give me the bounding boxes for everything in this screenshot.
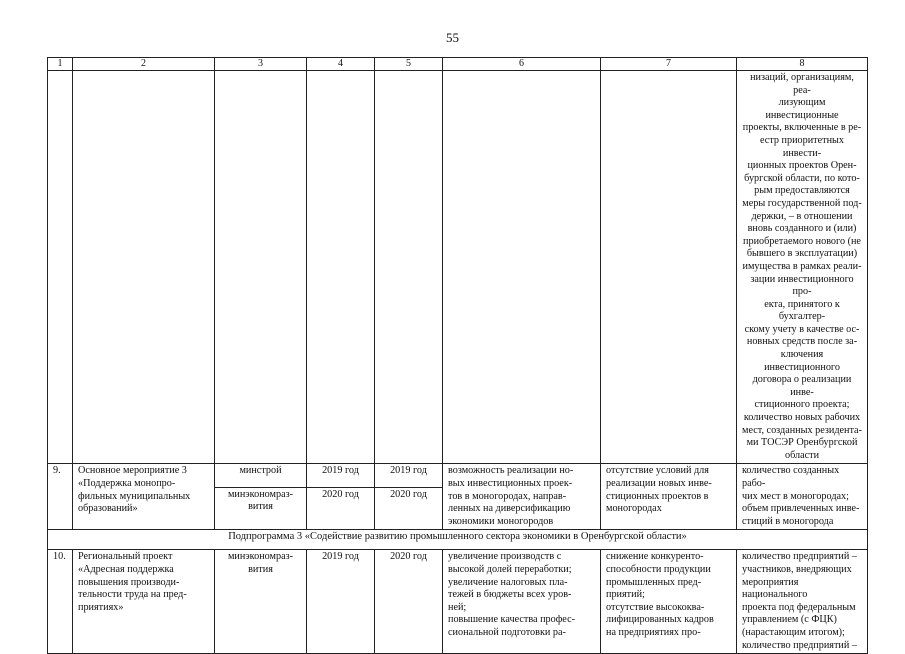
- table-cell: [73, 71, 215, 464]
- column-header: 8: [737, 58, 868, 71]
- non-implementation-consequence: отсутствие условий для реализации новых инве- стиционных проектов в моногородах: [601, 464, 737, 530]
- column-header: 1: [48, 58, 73, 71]
- table-cell: [375, 71, 443, 464]
- measure-name: Основное мероприятие 3 «Поддержка монопро- фильных муниципальных образований»: [73, 464, 215, 530]
- table-cell: [215, 71, 307, 464]
- table-cell: [48, 71, 73, 464]
- table-row-9a: [48, 464, 868, 487]
- start-year: 2019 год: [307, 464, 375, 487]
- column-header: 5: [375, 58, 443, 71]
- end-year: 2020 год: [375, 550, 443, 654]
- executor: минэкономраз- вития: [215, 550, 307, 654]
- executor: минстрой: [215, 464, 307, 487]
- indicators: количество созданных рабо- чих мест в моногородах; объем привлеченных инве- стиций в моногорода: [737, 464, 868, 530]
- indicators-continued: низаций, организациям, реа- лизующим инвестиционные проекты, включенные в ре- естр приоритетных инвести- ционных проектов Орен- бургской области, по кото- рым предоставляются меры государственной под- держки, – в отношении вновь созданного и (или) приобретаемого нового (не бывшего в эксплуатации) имущества в рамках реали- зации инвестиционного про- екта, принятого к бухгалтер- скому учету в качестве ос- новных средств после за- ключения инвестиционного договора о реализации инве- стиционного проекта; количество новых рабочих мест, созданных резидента- ми ТОСЭР Оренбургской области: [737, 71, 868, 464]
- column-number-row: [48, 58, 868, 71]
- row-number: 10.: [48, 550, 73, 654]
- page-number: 55: [446, 30, 459, 45]
- start-year: 2019 год: [307, 550, 375, 654]
- column-header: 6: [443, 58, 601, 71]
- executor: минэкономраз- вития: [215, 487, 307, 529]
- start-year: 2020 год: [307, 487, 375, 529]
- measure-name: Региональный проект «Адресная поддержка повышения производи- тельности труда на пред- приятиях»: [73, 550, 215, 654]
- end-year: 2020 год: [375, 487, 443, 529]
- column-header: 2: [73, 58, 215, 71]
- non-implementation-consequence: снижение конкуренто- способности продукции промышленных пред- приятий; отсутствие высококва- лифицированных кадров на предприятиях про-: [601, 550, 737, 654]
- table-row-10: [48, 550, 868, 654]
- column-header: 7: [601, 58, 737, 71]
- column-header: 4: [307, 58, 375, 71]
- end-year: 2019 год: [375, 464, 443, 487]
- subprogram-row: [48, 530, 868, 550]
- continued-row: [48, 71, 868, 464]
- program-measures-table: [47, 57, 868, 654]
- column-header: 3: [215, 58, 307, 71]
- indicators: количество предприятий – участников, внедряющих мероприятия национального проекта под федеральным управлением (с ФЦК) (нарастающим итогом); количество предприятий –: [737, 550, 868, 654]
- table-cell: [601, 71, 737, 464]
- table-cell: [307, 71, 375, 464]
- expected-result: увеличение производств с высокой долей переработки; увеличение налоговых пла- тежей в бюджеты всех уров- ней; повышение качества профес- сиональной подготовки ра-: [443, 550, 601, 654]
- subprogram-title: Подпрограмма 3 «Содействие развитию промышленного сектора экономики в Оренбургской области»: [48, 530, 868, 550]
- expected-result: возможность реализации но- вых инвестиционных проек- тов в моногородах, направ- ленных на диверсификацию экономики моногородов: [443, 464, 601, 530]
- row-number: 9.: [48, 464, 73, 530]
- table-cell: [443, 71, 601, 464]
